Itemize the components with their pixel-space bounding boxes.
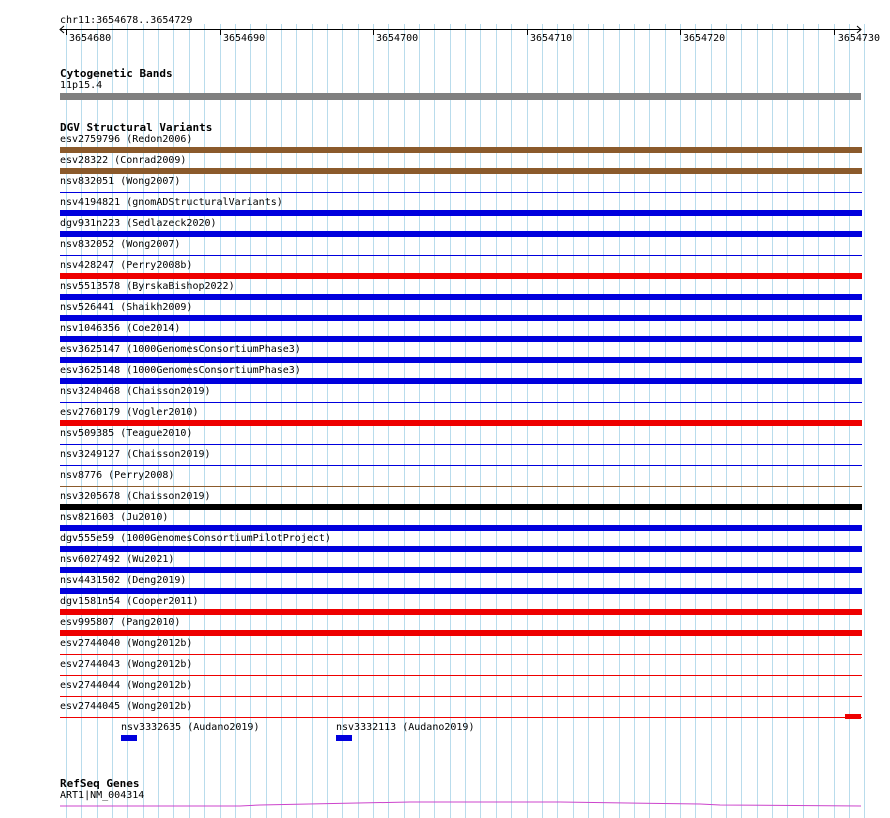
dgv-variant-bar[interactable] [60,336,862,342]
dgv-variant-label[interactable]: esv2760179 (Vogler2010) [60,407,199,418]
refseq-gene-label: ART1|NM_004314 [60,790,145,801]
location-label: chr11:3654678..3654729 [60,15,193,26]
dgv-variant-label[interactable]: nsv3332635 (Audano2019) [121,722,260,733]
dgv-variant-label[interactable]: nsv832051 (Wong2007) [60,176,181,187]
dgv-variant-label[interactable]: dgv931n223 (Sedlazeck2020) [60,218,217,229]
ruler-tick-label: 3654730 [837,33,880,44]
dgv-variant-bar[interactable] [60,654,862,655]
dgv-variant-label[interactable]: esv28322 (Conrad2009) [60,155,187,166]
dgv-variant-bar[interactable] [60,357,862,363]
dgv-variant-bar[interactable] [60,675,862,676]
dgv-variant-label[interactable]: dgv1581n54 (Cooper2011) [60,596,199,607]
dgv-variant-bar[interactable] [60,546,862,552]
dgv-variant-bar[interactable] [60,147,862,153]
ruler-tick-label: 3654690 [223,33,266,44]
dgv-variant-label[interactable]: nsv3249127 (Chaisson2019) [60,449,211,460]
dgv-variant-end-marker[interactable] [845,714,861,719]
dgv-variant-bar[interactable] [60,168,862,174]
dgv-variant-bar[interactable] [60,231,862,237]
dgv-track-title: DGV Structural Variants [60,121,213,134]
refseq-gene-line[interactable] [60,802,861,806]
dgv-variant-bar[interactable] [121,735,137,741]
dgv-variant-label[interactable]: dgv555e59 (1000GenomesConsortiumPilotProject) [60,533,331,544]
dgv-variant-label[interactable]: nsv3205678 (Chaisson2019) [60,491,211,502]
dgv-variant-label[interactable]: nsv526441 (Shaikh2009) [60,302,193,313]
dgv-variant-label[interactable]: esv2759796 (Redon2006) [60,134,193,145]
dgv-variant-label[interactable]: nsv428247 (Perry2008b) [60,260,193,271]
dgv-variant-bar[interactable] [60,588,862,594]
dgv-variant-bar[interactable] [60,630,862,636]
cytoband-label: 11p15.4 [60,80,103,91]
dgv-variant-label[interactable]: nsv1046356 (Coe2014) [60,323,181,334]
dgv-variant-label[interactable]: esv2744045 (Wong2012b) [60,701,193,712]
dgv-variant-label[interactable]: nsv8776 (Perry2008) [60,470,175,481]
dgv-variant-bar[interactable] [60,504,862,510]
dgv-variant-bar[interactable] [60,444,862,445]
dgv-variant-label[interactable]: nsv832052 (Wong2007) [60,239,181,250]
dgv-variant-bar[interactable] [60,486,862,487]
cytoband-track-title: Cytogenetic Bands [60,67,173,80]
dgv-variant-bar[interactable] [60,465,862,466]
dgv-variant-bar[interactable] [60,315,862,321]
dgv-variant-bar[interactable] [60,210,862,216]
dgv-variant-bar[interactable] [60,255,862,256]
refseq-track-title: RefSeq Genes [60,777,140,790]
dgv-variant-label[interactable]: nsv4194821 (gnomADStructuralVariants) [60,197,283,208]
dgv-variant-label[interactable]: esv3625148 (1000GenomesConsortiumPhase3) [60,365,301,376]
ruler-tick-label: 3654710 [530,33,573,44]
dgv-variant-label[interactable]: esv2744043 (Wong2012b) [60,659,193,670]
dgv-variant-bar[interactable] [60,420,862,426]
dgv-variant-label[interactable]: esv3625147 (1000GenomesConsortiumPhase3) [60,344,301,355]
ruler-tick-label: 3654720 [683,33,726,44]
dgv-variant-bar[interactable] [60,717,862,718]
dgv-variant-bar[interactable] [60,192,862,193]
dgv-variant-label[interactable]: esv2744040 (Wong2012b) [60,638,193,649]
refseq-gene-feature[interactable] [0,798,890,810]
dgv-variant-bar[interactable] [60,294,862,300]
dgv-variant-bar[interactable] [60,696,862,697]
dgv-variant-bar[interactable] [60,609,862,615]
dgv-variant-bar[interactable] [336,735,352,741]
dgv-variant-bar[interactable] [60,402,862,403]
dgv-variant-label[interactable]: nsv509385 (Teague2010) [60,428,193,439]
dgv-variant-label[interactable]: nsv6027492 (Wu2021) [60,554,175,565]
dgv-variant-label[interactable]: nsv3240468 (Chaisson2019) [60,386,211,397]
dgv-variant-label[interactable]: nsv5513578 (ByrskaBishop2022) [60,281,235,292]
dgv-variant-bar[interactable] [60,567,862,573]
dgv-variant-bar[interactable] [60,525,862,531]
dgv-variant-label[interactable]: nsv3332113 (Audano2019) [336,722,475,733]
cytoband-bar[interactable] [60,93,861,100]
dgv-variant-label[interactable]: esv2744044 (Wong2012b) [60,680,193,691]
dgv-variant-label[interactable]: nsv4431502 (Deng2019) [60,575,187,586]
ruler-tick-label: 3654700 [376,33,419,44]
ruler-tick-label: 3654680 [69,33,112,44]
dgv-variant-label[interactable]: nsv821603 (Ju2010) [60,512,169,523]
dgv-variant-label[interactable]: esv995807 (Pang2010) [60,617,181,628]
dgv-variant-bar[interactable] [60,273,862,279]
dgv-variant-bar[interactable] [60,378,862,384]
